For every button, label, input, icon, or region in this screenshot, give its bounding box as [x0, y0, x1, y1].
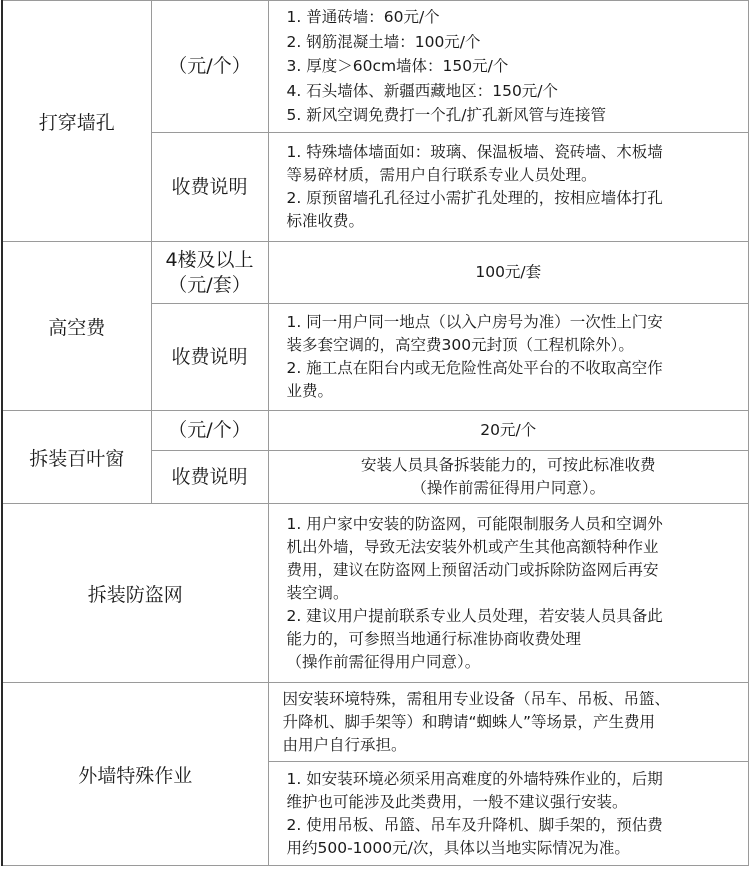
note-line: 标准收费。 — [286, 212, 365, 230]
drilling-notes — [268, 133, 749, 242]
note-line: 1. 同一用户同一地点（以入户房号为准）一次性上门安 — [286, 313, 663, 331]
note-line: 维护也可能涉及此类费用，一般不建议强行安装。 — [286, 792, 628, 811]
note-line: 1. 特殊墙体墙面如：玻璃、保温板墙、瓷砖墙、木板墙 — [286, 143, 663, 161]
note-line: 2. 施工点在阳台内或无危险性高处平台的不收取高空作 — [286, 359, 663, 377]
note-line: 1. 如安装环境必须采用高难度的外墙特殊作业的，后期 — [286, 769, 663, 788]
note-line: （操作前需征得用户同意）。 — [286, 652, 481, 671]
note-line: （操作前需征得用户同意）。 — [411, 479, 606, 497]
exterior-wall-row-a — [2, 683, 749, 762]
note-line: 能力的，可参照当地通行标准协商收费处理 — [286, 629, 582, 648]
note-line: 用约500-1000元/次，具体以当地实际情况为准。 — [286, 838, 630, 857]
note-line: 装空调。 — [286, 583, 349, 602]
drilling-price-row — [2, 1, 749, 133]
exterior-wall-notes-b — [268, 762, 749, 866]
drilling-note-label: 收费说明 — [151, 133, 268, 242]
note-line: 费用，建议在防盗网上预留活动门或拆除防盗网后再安 — [286, 560, 659, 579]
note-line: 业费。 — [286, 382, 334, 400]
blinds-price: 20元/个 — [268, 411, 749, 451]
price-unit-line: 4楼及以上 — [165, 248, 254, 271]
note-line: 安装人员具备拆装能力的，可按此标准收费 — [360, 456, 656, 474]
high-altitude-price: 100元/套 — [268, 242, 749, 304]
note-line: 2. 建议用户提前联系专业人员处理，若安装人员具备此 — [286, 606, 663, 625]
note-line: 装多套空调的，高空费300元封顶（工程机除外）。 — [286, 336, 634, 354]
note-line: 1. 用户家中安装的防盗网，可能限制服务人员和空调外 — [286, 514, 663, 533]
high-altitude-price-row — [2, 242, 749, 304]
note-line: 升降机、脚手架等）和聘请“蜘蛛人”等场景，产生费用 — [282, 712, 656, 731]
drilling-price-unit: （元/个） — [151, 1, 268, 133]
blinds-note-label: 收费说明 — [151, 451, 268, 504]
note-line: 因安装环境特殊，需租用专业设备（吊车、吊板、吊篮、 — [282, 689, 671, 708]
fee-table — [1, 0, 749, 866]
high-altitude-price-unit — [151, 242, 268, 304]
exterior-wall-notes-a — [268, 683, 749, 762]
high-altitude-title: 高空费 — [2, 242, 151, 411]
list-item: 5. 新风空调免费打一个孔/扩孔新风管与连接管 — [286, 106, 606, 125]
blinds-notes — [268, 451, 749, 504]
blinds-price-row — [2, 411, 749, 451]
price-unit-line: （元/套） — [168, 273, 251, 296]
drilling-title: 打穿墙孔 — [2, 1, 151, 242]
high-altitude-notes — [268, 304, 749, 411]
list-item: 1. 普通砖墙：60元/个 — [286, 8, 440, 27]
note-line: 2. 使用吊板、吊篮、吊车及升降机、脚手架的，预估费 — [286, 815, 663, 834]
note-line: 等易碎材质，需用户自行联系专业人员处理。 — [286, 166, 597, 184]
anti-theft-title: 拆装防盗网 — [2, 504, 268, 683]
anti-theft-notes — [268, 504, 749, 683]
list-item: 3. 厚度＞60cm墙体：150元/个 — [286, 57, 509, 76]
list-item: 2. 钢筋混凝土墙：100元/个 — [286, 32, 481, 51]
note-line: 机出外墙，导致无法安装外机或产生其他高额特种作业 — [286, 537, 659, 556]
blinds-title: 拆装百叶窗 — [2, 411, 151, 504]
high-altitude-note-label: 收费说明 — [151, 304, 268, 411]
note-line: 由用户自行承担。 — [282, 735, 407, 754]
drilling-price-list — [268, 1, 749, 133]
exterior-wall-title: 外墙特殊作业 — [2, 683, 268, 866]
note-line: 2. 原预留墙孔孔径过小需扩孔处理的，按相应墙体打孔 — [286, 189, 663, 207]
blinds-price-unit: （元/个） — [151, 411, 268, 451]
list-item: 4. 石头墙体、新疆西藏地区：150元/个 — [286, 81, 559, 100]
anti-theft-row — [2, 504, 749, 683]
